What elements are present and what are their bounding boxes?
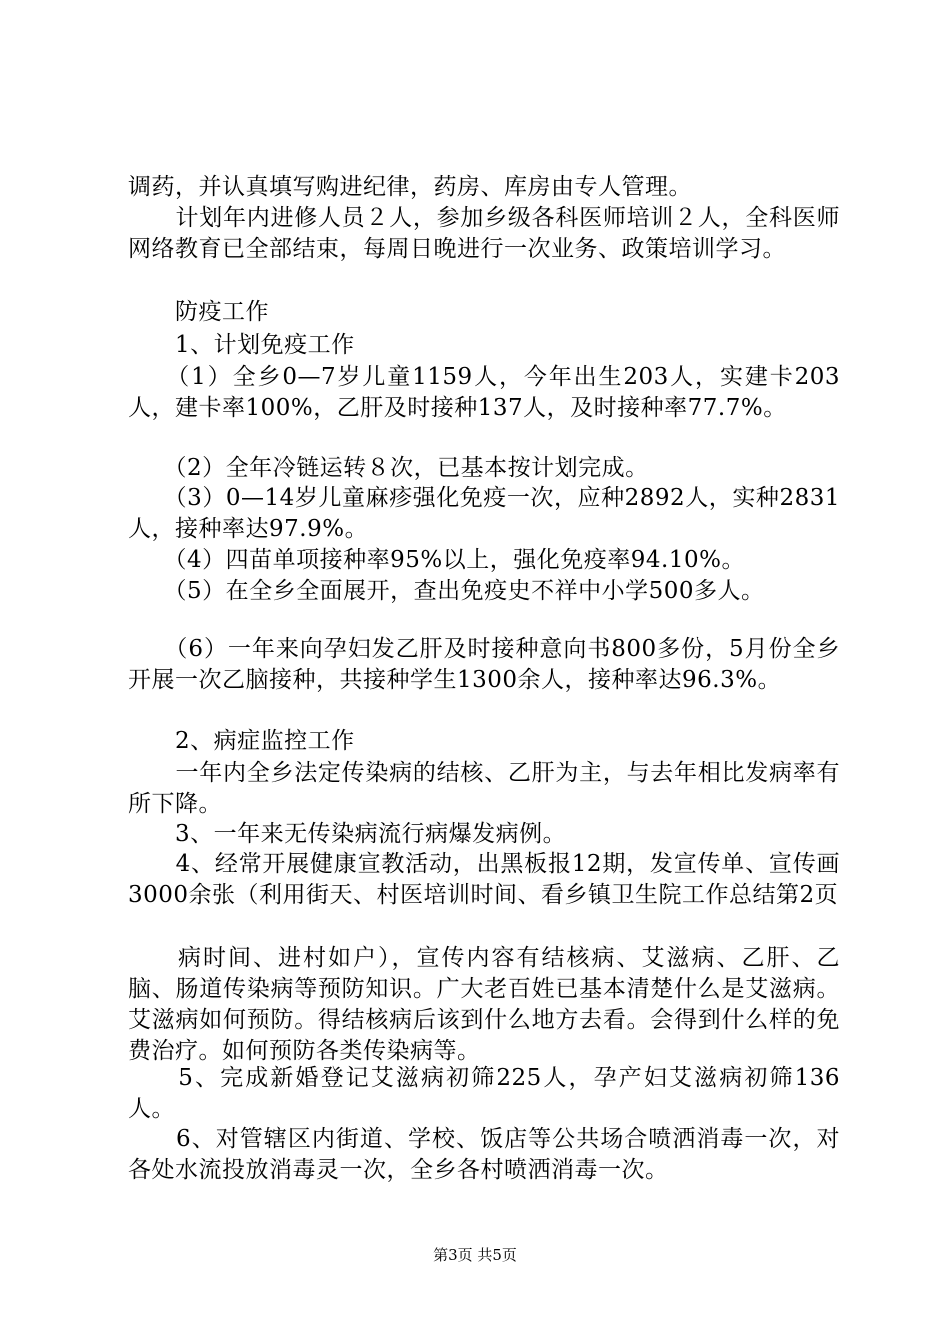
paragraph-item-1: （1）全乡0—7岁儿童1159人，今年出生203人，实建卡203人，建卡率100%，乙肝及时接种137人，及时接种率77.7%。 (128, 364, 840, 421)
paragraph-aids-screening: 5、完成新婚登记艾滋病初筛225人，孕产妇艾滋病初筛136人。 (128, 1065, 840, 1122)
paragraph-item-4: （4）四苗单项接种率95%以上，强化免疫率94.10%。 (128, 547, 745, 573)
paragraph-health-education: 4、经常开展健康宣教活动，出黑板报12期，发宣传单、宣传画3000余张（利用街天、村医培训时间、看乡镇卫生院工作总结第2页 (128, 851, 840, 908)
heading-epidemic-prevention: 防疫工作 (128, 299, 269, 325)
paragraph-disinfection: 6、对管辖区内街道、学校、饭店等公共场合喷洒消毒一次，对各处水流投放消毒灵一次，全乡各村喷洒消毒一次。 (128, 1126, 840, 1183)
paragraph-disease-monitoring: 一年内全乡法定传染病的结核、乙肝为主，与去年相比发病率有所下降。 (128, 760, 840, 817)
paragraph-item-3: （3）0—14岁儿童麻疹强化免疫一次，应种2892人，实种2831人，接种率达97.9%。 (128, 485, 840, 542)
paragraph-item-2: （2）全年冷链运转８次，已基本按计划完成。 (128, 455, 649, 481)
heading-planned-immunization: 1、计划免疫工作 (128, 332, 355, 358)
paragraph-item-6: （6）一年来向孕妇发乙肝及时接种意向书800多份，5月份全乡开展一次乙脑接种，共接种学生1300余人，接种率达96.3%。 (128, 636, 840, 693)
paragraph-health-education-continued: 病时间、进村如户），宣传内容有结核病、艾滋病、乙肝、乙脑、肠道传染病等预防知识。广大老百姓已基本清楚什么是艾滋病。艾滋病如何预防。得结核病后该到什么地方去看。会得到什么样的免费治疗。如何预防各类传染病等。 (128, 945, 840, 1064)
paragraph-item-5: （5）在全乡全面展开，查出免疫史不祥中小学500多人。 (128, 578, 765, 604)
paragraph-no-outbreak: 3、一年来无传染病流行病爆发病例。 (128, 821, 567, 847)
paragraph-training-plan: 计划年内进修人员２人，参加乡级各科医师培训２人，全科医师网络教育已全部结束，每周日晚进行一次业务、政策培训学习。 (128, 205, 840, 262)
paragraph-medicine-management: 调药，并认真填写购进纪律，药房、库房由专人管理。 (128, 174, 692, 200)
page-number-footer: 第3页 共5页 (433, 1246, 517, 1264)
heading-disease-monitoring: 2、病症监控工作 (128, 728, 355, 754)
